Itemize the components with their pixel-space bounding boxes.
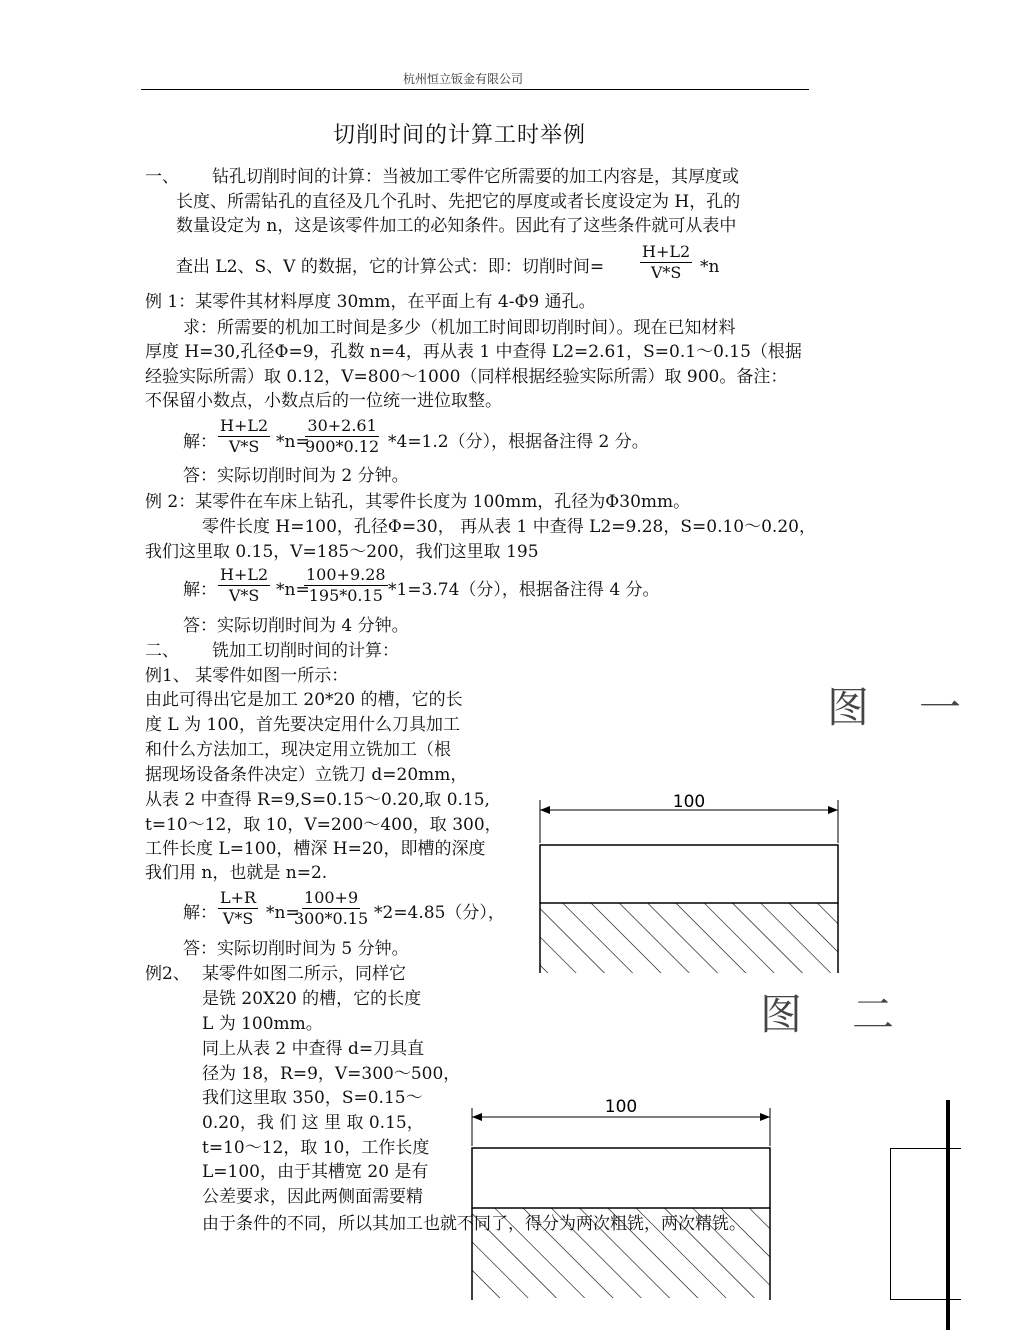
- fraction-denominator: 195*0.15: [308, 586, 383, 605]
- section2-ex1-line-4: 据现场设备条件决定）立铣刀 d=20mm，: [145, 765, 468, 785]
- example2-line-1: 零件长度 H=100，孔径Φ=30， 再从表 1 中查得 L2=9.28，S=0.10～0.20，: [202, 517, 816, 537]
- fraction-numerator: H+L2: [642, 242, 691, 261]
- example1-multiplier: *n=: [276, 432, 310, 452]
- figure2-dimension-text: 100: [604, 1097, 638, 1117]
- section2-ex2-line-5: 径为 18，R=9，V=300～500，: [202, 1064, 461, 1084]
- example1-fraction-a: [218, 416, 270, 457]
- example2-solution-label: 解：: [183, 580, 217, 600]
- workpiece-top: [540, 845, 838, 903]
- section2-ex1-line-7: 工件长度 L=100，槽深 H=20，即槽的深度: [145, 839, 486, 859]
- example2-multiplier: *n=: [276, 580, 310, 600]
- company-header: 杭州恒立钣金有限公司: [403, 72, 524, 86]
- section2-ex2-line-2: 是铣 20X20 的槽，它的长度: [202, 989, 422, 1009]
- fraction-denominator: V*S: [650, 263, 682, 282]
- example2-line-2: 我们这里取 0.15，V=185～200，我们这里取 195: [145, 542, 539, 562]
- section2-ex1-line-6: t=10～12，取 10，V=200～400，取 300，: [145, 815, 502, 835]
- page-title: 切削时间的计算工时举例: [333, 123, 587, 148]
- example1-line-1: 求：所需要的机加工时间是多少（机加工时间即切削时间）。现在已知材料: [183, 318, 736, 338]
- example2-fraction-a: [218, 565, 270, 606]
- example1-line-3: 经验实际所需）取 0.12，V=800～1000（同样根据经验实际所需）取 900。备注：: [145, 367, 788, 387]
- example1-answer: 答：实际切削时间为 2 分钟。: [183, 466, 409, 486]
- section2-ex2-line-1: 某零件如图二所示，同样它: [202, 964, 406, 984]
- fraction-denominator: V*S: [222, 909, 254, 928]
- section2-ex1-line-8: 我们用 n，也就是 n=2.: [145, 863, 328, 883]
- section1-formula-text: 查出 L2、S、V 的数据，它的计算公式：即：切削时间=: [176, 257, 605, 277]
- section2-solution-label: 解：: [183, 903, 217, 923]
- section2-ex2-line-7: 0.20，我 们 这 里 取 0.15，: [202, 1113, 424, 1133]
- example2-result: *1=3.74（分），根据备注得 4 分。: [388, 580, 660, 600]
- example1-line-4: 不保留小数点，小数点后的一位统一进位取整。: [145, 391, 502, 411]
- figure1-drawing: [530, 785, 850, 980]
- section2-answer: 答：实际切削时间为 5 分钟。: [183, 939, 409, 959]
- section2-example2-label: 例2、: [145, 964, 190, 984]
- section2-ex1-line-5: 从表 2 中查得 R=9,S=0.15～0.20,取 0.15,: [145, 790, 490, 810]
- section2-result: *2=4.85（分），: [374, 903, 505, 923]
- section1-number: 一、: [145, 167, 179, 187]
- fraction-numerator: 100+9: [304, 888, 359, 907]
- example2-fraction-b: [304, 565, 388, 606]
- section2-heading: 铣加工切削时间的计算：: [212, 641, 399, 661]
- section2-ex2-line-6: 我们这里取 350，S=0.15～: [202, 1088, 423, 1108]
- example1-line-2: 厚度 H=30,孔径Φ=9，孔数 n=4，再从表 1 中查得 L2=2.61，S=0.1～0.15（根据: [145, 342, 802, 362]
- workpiece-top: [472, 1148, 770, 1208]
- fraction-numerator: 30+2.61: [307, 416, 377, 435]
- figure2-side-view-edge: [946, 1100, 950, 1330]
- section2-ex1-line-2: 度 L 为 100，首先要决定用什么刀具加工: [145, 715, 460, 735]
- example2-heading: 例 2：某零件在车床上钻孔，其零件长度为 100mm，孔径为Φ30mm。: [145, 492, 691, 512]
- fraction-denominator: 900*0.12: [305, 437, 380, 456]
- section2-ex2-line-4: 同上从表 2 中查得 d=刀具直: [202, 1039, 425, 1059]
- example1-heading: 例 1：某零件其材料厚度 30mm，在平面上有 4-Φ9 通孔。: [145, 292, 596, 312]
- section1-line-2: 长度、所需钻孔的直径及几个孔时、先把它的厚度或者长度设定为 H，孔的: [176, 192, 741, 212]
- section2-ex1-line-3: 和什么方法加工，现决定用立铣加工（根: [145, 740, 451, 760]
- section2-number: 二、: [145, 641, 179, 661]
- figure1-dimension-text: 100: [672, 792, 706, 812]
- section1-line-1: 钻孔切削时间的计算：当被加工零件它所需要的加工内容是，其厚度或: [212, 167, 739, 187]
- fraction-numerator: H+L2: [220, 416, 269, 435]
- section2-fraction-a: [218, 888, 258, 929]
- figure1-label: 图一: [827, 683, 1011, 732]
- fraction-numerator: L+R: [220, 888, 257, 907]
- workpiece-section-hatch: [540, 903, 838, 973]
- section2-ex2-last-line: 由于条件的不同，所以其加工也就不同了，得分为两次粗铣，两次精铣。: [202, 1214, 746, 1234]
- section2-ex2-line-8: t=10～12，取 10，工作长度: [202, 1138, 430, 1158]
- fraction-numerator: H+L2: [220, 565, 269, 584]
- section2-ex1-line-1: 由此可得出它是加工 20*20 的槽，它的长: [145, 690, 463, 710]
- example1-fraction-b: [303, 416, 381, 457]
- section1-formula-suffix: *n: [700, 257, 720, 277]
- fraction-numerator: 100+9.28: [306, 565, 386, 584]
- section2-multiplier: *n=: [266, 903, 300, 923]
- section2-fraction-b: [292, 888, 370, 929]
- figure2-label: 图二: [760, 990, 945, 1039]
- fraction-denominator: 300*0.15: [294, 909, 369, 928]
- section2-ex2-line-9: L=100，由于其槽宽 20 是有: [202, 1162, 429, 1182]
- section1-formula-fraction: [640, 242, 692, 283]
- figure2-drawing: [462, 1090, 782, 1305]
- header-rule: [141, 89, 809, 90]
- fraction-denominator: V*S: [228, 437, 260, 456]
- example2-answer: 答：实际切削时间为 4 分钟。: [183, 616, 409, 636]
- section2-ex2-line-10: 公差要求，因此两侧面需要精: [202, 1187, 423, 1207]
- example1-result: *4=1.2（分），根据备注得 2 分。: [388, 432, 649, 452]
- section2-example1-heading: 例1、 某零件如图一所示：: [145, 666, 349, 686]
- figure2-side-view: [890, 1148, 961, 1300]
- section2-ex2-line-3: L 为 100mm。: [202, 1014, 323, 1034]
- section1-line-3: 数量设定为 n，这是该零件加工的必知条件。因此有了这些条件就可从表中: [176, 216, 737, 236]
- example1-solution-label: 解：: [183, 432, 217, 452]
- fraction-denominator: V*S: [228, 586, 260, 605]
